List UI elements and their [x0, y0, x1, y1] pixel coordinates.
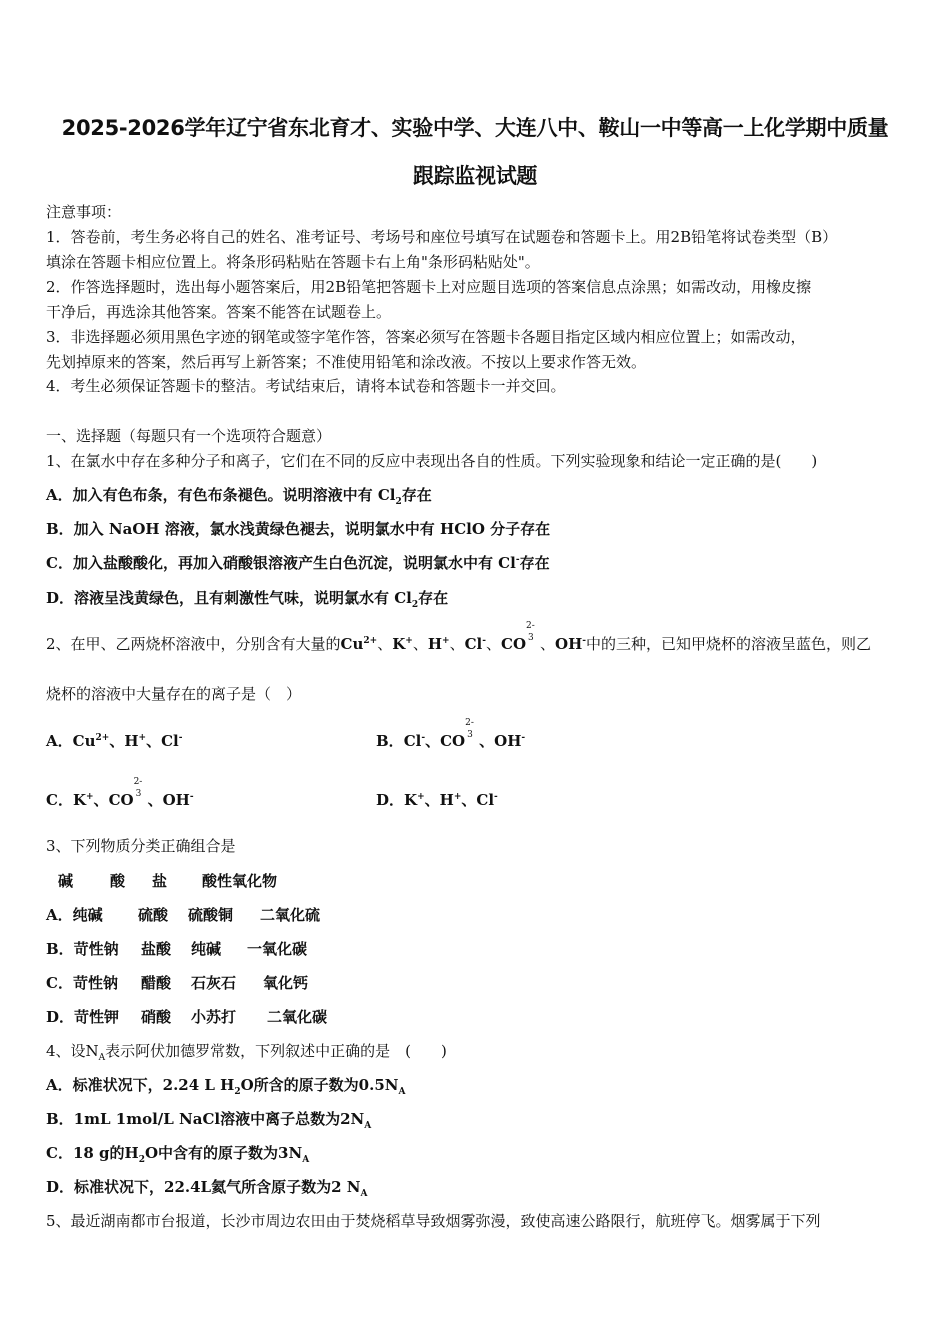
question-2-option-d: D．K+、H+、Cl- — [376, 791, 498, 809]
notice-heading: 注意事项： — [46, 203, 122, 221]
notice-line: 1．答卷前，考生务必将自己的姓名、准考证号、考场号和座位号填写在试题卷和答题卡上。用2B铅笔将试卷类型（B） — [46, 228, 838, 246]
question-4-option-c: C．18 g的$H_2O$中含有的原子数为$3N_A$ — [46, 1144, 310, 1165]
question-4-option-d: D．标准状况下，22.4L氦气所含原子数为2 $N_A$ — [46, 1178, 368, 1199]
question-2-stem: 2、在甲、乙两烧杯溶液中，分别含有大量的$Cu^{2+}$、K+、H+、Cl-、CO 2- 3 、OH-中的三种，已知甲烧杯的溶液呈蓝色，则乙 — [46, 621, 872, 653]
question-4-option-b: B．1mL 1mol/L NaCl溶液中离子总数为$2N_A$ — [46, 1110, 372, 1131]
question-3-option-b: B．苛性钠 盐酸 纯碱 一氧化碳 — [46, 940, 308, 958]
question-5-stem: 5、最近湖南都市台报道，长沙市周边农田由于焚烧稻草导致烟雾弥漫，致使高速公路限行，航班停飞。烟雾属于下列 — [46, 1212, 821, 1230]
question-3-stem: 3、下列物质分类正确组合是 — [46, 837, 236, 855]
exam-title-line2: 跟踪监视试题 — [412, 164, 538, 188]
question-2-stem-cont: 烧杯的溶液中大量存在的离子是（ ） — [46, 685, 302, 703]
question-2-option-b: B．Cl-、CO 2- 3 、OH- — [376, 718, 526, 750]
question-4-option-a: A．标准状况下，2.24 L $H_2O$所含的原子数为$0.5N_A$ — [46, 1076, 406, 1097]
notice-line: 2．作答选择题时，选出每小题答案后，用2B铅笔把答题卡上对应题目选项的答案信息点涂黑；如需改动，用橡皮擦 — [46, 278, 812, 296]
question-1-stem: 1、在氯水中存在多种分子和离子，它们在不同的反应中表现出各自的性质。下列实验现象和结论一定正确的是( ) — [46, 452, 818, 470]
question-3-option-a: A．纯碱 硫酸 硫酸铜 二氧化硫 — [46, 906, 321, 924]
question-3-header: 碱 酸 盐 酸性氧化物 — [58, 872, 278, 890]
question-2-option-a: A．$Cu^{2+}$、H+、Cl- — [46, 732, 183, 750]
notice-line: 3．非选择题必须用黑色字迹的钢笔或签字笔作答，答案必须写在答题卡各题目指定区域内相应位置上；如需改动， — [46, 328, 806, 346]
question-1-option-b: B．加入 NaOH 溶液，氯水浅黄绿色褪去，说明氯水中有 HClO 分子存在 — [46, 520, 551, 538]
notice-line: 干净后，再选涂其他答案。答案不能答在试题卷上。 — [46, 303, 392, 321]
question-1-option-d: D．溶液呈浅黄绿色，且有刺激性气味，说明氯水有 $Cl_2$存在 — [46, 589, 449, 610]
section-heading: 一、选择题（每题只有一个选项符合题意） — [46, 427, 332, 445]
notice-line: 4．考生必须保证答题卡的整洁。考试结束后，请将本试卷和答题卡一并交回。 — [46, 377, 566, 395]
question-3-option-d: D．苛性钾 硝酸 小苏打 二氧化碳 — [46, 1008, 328, 1026]
exam-title-line1: 2025-2026学年辽宁省东北育才、实验中学、大连八中、鞍山一中等高一上化学期中质量 — [61, 116, 889, 140]
question-4-stem: 4、设$N_A$表示阿伏加德罗常数，下列叙述中正确的是 ( ) — [46, 1042, 447, 1063]
question-1-option-a: A．加入有色布条，有色布条褪色。说明溶液中有 $Cl_2$存在 — [46, 486, 432, 507]
question-3-option-c: C．苛性钠 醋酸 石灰石 氧化钙 — [46, 974, 309, 992]
question-2-option-c: C．K+、CO 2- 3 、OH- — [46, 777, 194, 809]
question-1-option-c: C．加入盐酸酸化，再加入硝酸银溶液产生白色沉淀，说明氯水中有 Cl-存在 — [46, 554, 550, 572]
notice-line: 填涂在答题卡相应位置上。将条形码粘贴在答题卡右上角"条形码粘贴处"。 — [46, 253, 540, 271]
notice-line: 先划掉原来的答案，然后再写上新答案；不准使用铅笔和涂改液。不按以上要求作答无效。 — [46, 353, 647, 371]
